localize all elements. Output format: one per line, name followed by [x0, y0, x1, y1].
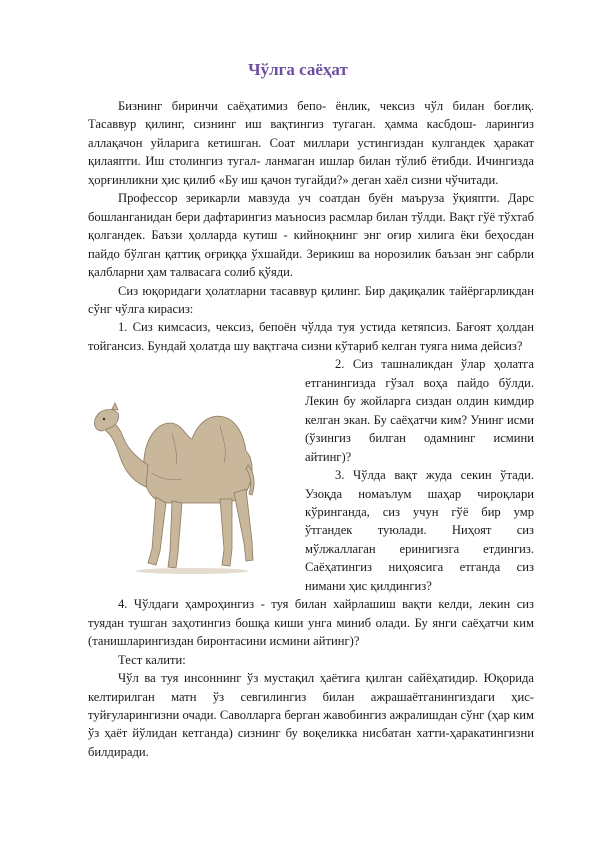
question-block [88, 318, 534, 595]
question-1: 1. Сиз кимсасиз, чексиз, бепоён чўлда туя устида кетяпсиз. Бағоят ҳолдан тойгансиз. Бундай ҳолатда шу вақтгача сизни кўтариб келган туяга нима дейсиз? [88, 320, 534, 353]
question-3: 3. Чўлда вақт жуда секин ўтади. Узоқда номаълум шаҳар чироқлари кўринганда, сиз учун гўё бир умр ўтгандек туюлади. Ниҳоят сиз мўлжаллаган еринигизга етдингиз. Саёҳатингиз ниҳоясига етганда сиз нимани ҳис қилдингиз? [305, 468, 534, 593]
document-body [88, 97, 534, 761]
paragraph-instructions: Сиз юқоридаги ҳолатларни тасаввур қилинг. Бир дақиқалик тайёргарликдан сўнг чўлга кирасиз: [88, 283, 534, 316]
question-2: 2. Сиз ташналикдан ўлар ҳолатга етганингизда гўзал воҳа пайдо бўлди. Лекин бу жойларга сиздан олдин кимдир келган экан. Бу саёҳатчи ким? Унинг исми (ўзингиз билган одамнинг исмини айтинг)? [305, 357, 534, 464]
test-key-label: Тест калити: [118, 652, 186, 667]
page-title: Чўлга саёҳат [248, 60, 348, 79]
question-4: 4. Чўлдаги ҳамроҳингиз - туя билан хайрлашиш вақти келди, лекин сиз туядан тушган заҳотингиз бошқа киши унга миниб олади. Бу янги саёҳатчи ким (танишларингиздан биронтасини исмини айтинг)? [88, 597, 534, 649]
paragraph-professor: Профессор зерикарли мавзуда уч соатдан буён маъруза ўқияпти. Дарс бошланганидан бери дафтарингиз маъносиз расмлар билан тўлди. Вақт гўё тўхтаб қолгандек. Баъзи ҳолларда кутиш - кийноқнинг энг оғир хилига ёки беҳосдан пайдо бўлган қаттиқ оғриққа ўхшайди. Зерикиш ва норозилик баъзан энг сабрли қалбларни ҳам талвасага солиб қўяди. [88, 191, 534, 280]
test-key-text: Чўл ва туя инсоннинг ўз мустақил ҳаётига қилган сайёҳатидир. Юқорида келтирилган матн ўз севгилингиз билан ажрашаётганингиздаги ҳис- туйғуларингизни очади. Саволларга берган жавобингиз ажралишдан сўнг (ҳар ким ўз ҳаёт йўлидан кетганда) сизнинг бу воқеликка нисбатан хатти-ҳаракатингизни билдиради. [88, 671, 534, 759]
paragraph-intro: Бизнинг биринчи саёҳатимиз бепо- ёнлик, чексиз чўл билан боғлиқ. Тасаввур қилинг, сизнинг иш вақтингиз тугаган. ҳамма касбдош- ларингиз аллақачон уйларига кетишган. Соат миллари устингиздан кулгандек ҳаракат қилаяпти. Иш столингиз тугал- ланмаган ишлар билан тўлиб ётибди. Ичингизда ҳорғинликни ҳис қилиб «Бу иш қачон тугайди?» деган хаёл сизни чўчитади. [88, 99, 534, 187]
camel-illustration [82, 353, 295, 585]
